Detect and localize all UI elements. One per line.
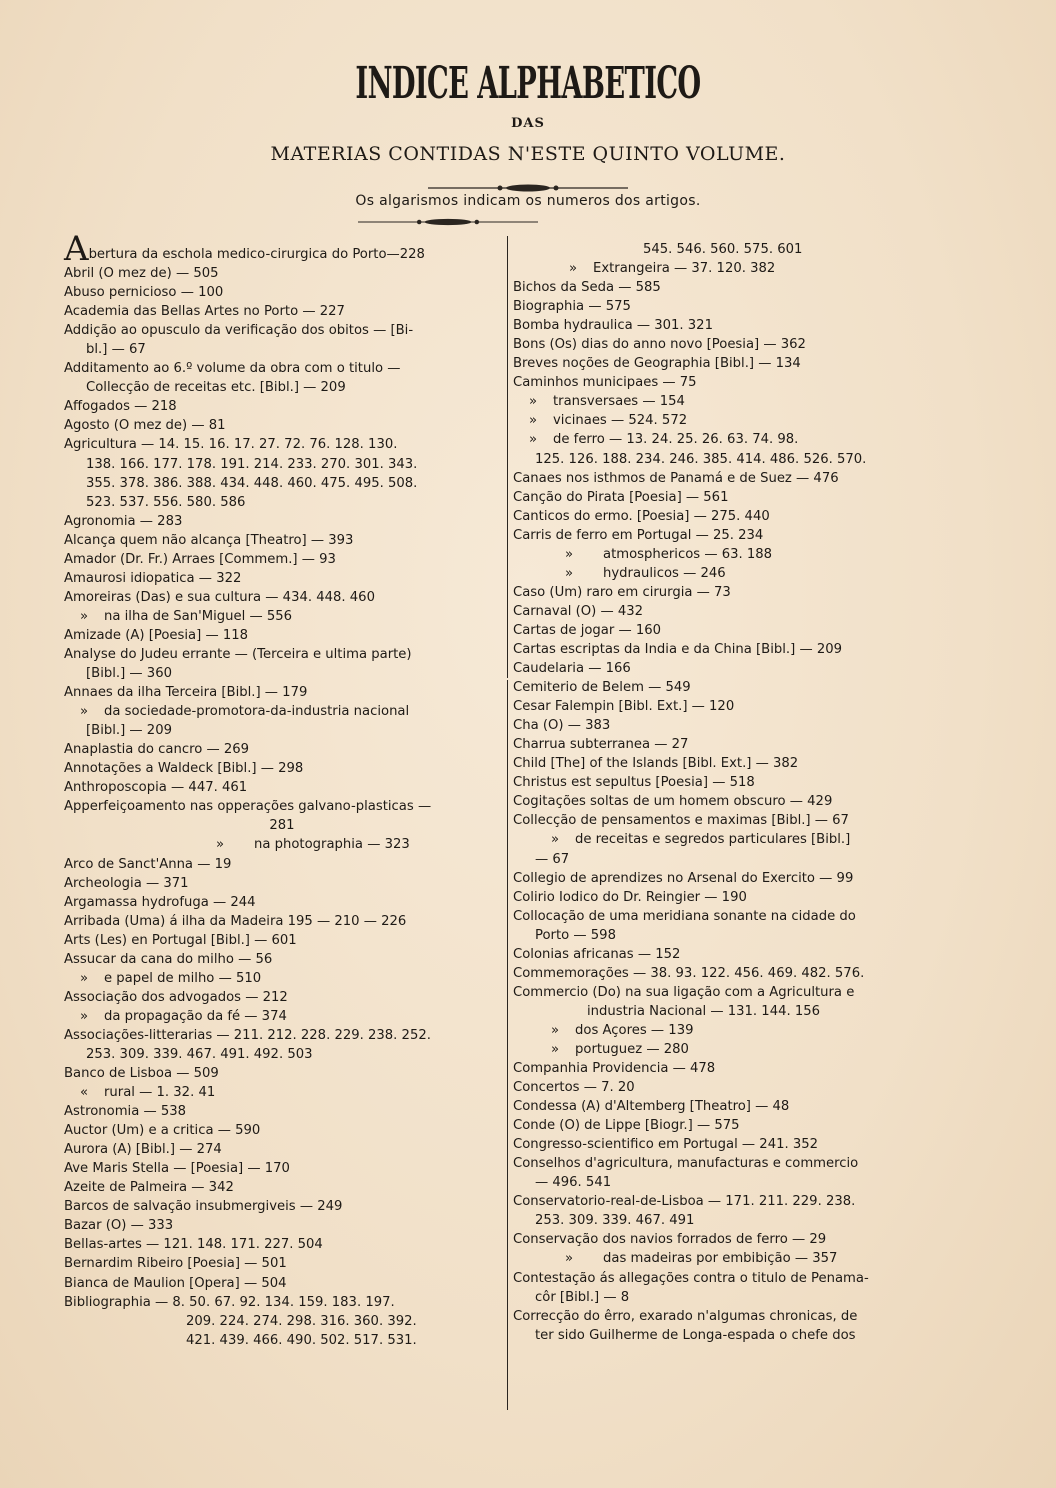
index-entry bbox=[64, 302, 500, 321]
index-entry bbox=[64, 1331, 500, 1350]
index-entry bbox=[513, 1116, 949, 1135]
index-entry bbox=[513, 907, 949, 926]
index-entry bbox=[64, 893, 500, 912]
index-entry-text: Cemiterio de Belem — 549 bbox=[513, 680, 691, 696]
index-entry-text: Astronomia — 538 bbox=[64, 1104, 187, 1120]
index-entry-text: Associações-litterarias — 211. 212. 228. 229. 238. 252. bbox=[64, 1027, 431, 1043]
index-entry-text: Condessa (A) d'Altemberg [Theatro] — 48 bbox=[513, 1099, 790, 1115]
index-entry-text: industria Nacional — 131. 144. 156 bbox=[587, 1003, 821, 1019]
index-entry-text: na ilha de San'Miguel — 556 bbox=[104, 608, 292, 624]
index-entry-text: Conservação dos navios forrados de ferro — 29 bbox=[513, 1232, 827, 1248]
index-entry-text: Archeologia — 371 bbox=[64, 875, 189, 891]
index-entry-text: Academia das Bellas Artes no Porto — 227 bbox=[64, 304, 345, 320]
index-entry-text: Colirio Iodico do Dr. Reingier — 190 bbox=[513, 889, 747, 905]
index-entry-text: portuguez — 280 bbox=[575, 1041, 689, 1057]
index-entry bbox=[513, 773, 949, 792]
index-entry-text: Christus est sepultus [Poesia] — 518 bbox=[513, 775, 755, 791]
index-column-left bbox=[64, 229, 500, 1350]
index-entry-text: Bons (Os) dias do anno novo [Poesia] — 362 bbox=[513, 337, 806, 353]
index-entry-text: Conde (O) de Lippe [Biogr.] — 575 bbox=[513, 1118, 740, 1134]
index-entry bbox=[64, 359, 500, 378]
index-entry-text: [Bibl.] — 360 bbox=[86, 666, 172, 682]
index-entry-text: de ferro — 13. 24. 25. 26. 63. 74. 98. bbox=[553, 432, 799, 448]
index-entry bbox=[513, 1288, 949, 1307]
index-entry bbox=[64, 1007, 500, 1026]
index-entry-text: Correcção do êrro, exarado n'algumas chronicas, de bbox=[513, 1308, 858, 1324]
ditto-mark: » bbox=[215, 837, 225, 853]
index-entry bbox=[513, 926, 949, 945]
index-entry bbox=[513, 469, 949, 488]
index-entry bbox=[513, 488, 949, 507]
index-entry bbox=[513, 964, 949, 983]
index-entry-text: Azeite de Palmeira — 342 bbox=[64, 1180, 234, 1196]
index-entry bbox=[64, 264, 500, 283]
index-entry-text: dos Açores — 139 bbox=[575, 1022, 694, 1038]
index-entry-text: Breves noções de Geographia [Bibl.] — 134 bbox=[513, 356, 801, 372]
index-entry bbox=[64, 1178, 500, 1197]
index-entry bbox=[64, 759, 500, 778]
index-entry-text: ter sido Guilherme de Longa-espada o chefe dos bbox=[535, 1327, 856, 1343]
index-entry-text: Collocação de uma meridiana sonante na cidade do bbox=[513, 908, 856, 924]
index-entry bbox=[64, 1197, 500, 1216]
index-entry-text: atmosphericos — 63. 188 bbox=[603, 546, 773, 562]
index-entry-text: e papel de milho — 510 bbox=[104, 970, 262, 986]
index-entry bbox=[64, 855, 500, 874]
index-entry-text: Cartas escriptas da India e da China [Bibl.] — 209 bbox=[513, 641, 843, 657]
index-entry bbox=[64, 874, 500, 893]
index-entry bbox=[513, 354, 949, 373]
index-entry bbox=[64, 626, 500, 645]
ditto-mark: » bbox=[568, 261, 578, 277]
index-entry-text: rural — 1. 32. 41 bbox=[104, 1085, 216, 1101]
index-entry bbox=[513, 869, 949, 888]
page-note: Os algarismos indicam os numeros dos artigos. bbox=[355, 193, 701, 209]
index-entry bbox=[64, 1274, 500, 1293]
index-entry-text: Agronomia — 283 bbox=[64, 513, 183, 529]
index-entry-text: Arts (Les) en Portugal [Bibl.] — 601 bbox=[64, 932, 297, 948]
index-entry-text: Addição ao opusculo da verificação dos obitos — [Bi- bbox=[64, 323, 414, 339]
index-entry bbox=[64, 493, 500, 512]
index-entry-text: Collegio de aprendizes no Arsenal do Exercito — 99 bbox=[513, 870, 854, 886]
index-entry bbox=[64, 474, 500, 493]
index-entry bbox=[513, 1040, 949, 1059]
index-entry-text: de receitas e segredos particulares [Bibl.] bbox=[575, 832, 851, 848]
ditto-mark: » bbox=[528, 413, 538, 429]
index-entry bbox=[513, 1173, 949, 1192]
index-entry-text: côr [Bibl.] — 8 bbox=[535, 1289, 630, 1305]
index-entry bbox=[64, 950, 500, 969]
index-entry-text: Analyse do Judeu errante — (Terceira e ultima parte) bbox=[64, 646, 412, 662]
index-entry-text: Bomba hydraulica — 301. 321 bbox=[513, 318, 713, 334]
index-entry-text: 125. 126. 188. 234. 246. 385. 414. 486. 526. 570. bbox=[535, 451, 867, 467]
index-entry-text: Anaplastia do cancro — 269 bbox=[64, 742, 250, 758]
index-entry-text: Commercio (Do) na sua ligação com a Agricultura e bbox=[513, 984, 855, 1000]
index-entry bbox=[513, 659, 949, 678]
index-entry-text: Cartas de jogar — 160 bbox=[513, 622, 662, 638]
index-entry bbox=[513, 278, 949, 297]
index-entry bbox=[64, 229, 500, 269]
index-entry bbox=[64, 283, 500, 302]
index-entry bbox=[64, 569, 500, 588]
index-entry bbox=[513, 564, 949, 583]
index-entry-text: Bazar (O) — 333 bbox=[64, 1218, 174, 1234]
index-entry-text: Extrangeira — 37. 120. 382 bbox=[593, 261, 776, 277]
index-entry-text: Agosto (O mez de) — 81 bbox=[64, 418, 226, 434]
index-entry bbox=[513, 1059, 949, 1078]
index-entry bbox=[64, 435, 500, 454]
ditto-mark: » bbox=[564, 1251, 574, 1267]
index-entry bbox=[513, 1097, 949, 1116]
index-entry-text: Amizade (A) [Poesia] — 118 bbox=[64, 627, 249, 643]
index-entry-text: Barcos de salvação insubmergiveis — 249 bbox=[64, 1199, 343, 1215]
index-entry bbox=[64, 969, 500, 988]
index-entry bbox=[513, 735, 949, 754]
index-entry bbox=[513, 1002, 949, 1021]
ditto-mark: » bbox=[79, 608, 89, 624]
index-entry bbox=[513, 811, 949, 830]
index-entry-text: Abuso pernicioso — 100 bbox=[64, 285, 224, 301]
index-entry-text: 523. 537. 556. 580. 586 bbox=[86, 494, 246, 510]
index-entry-text: Commemorações — 38. 93. 122. 456. 469. 482. 576. bbox=[513, 965, 865, 981]
ditto-mark: » bbox=[550, 832, 560, 848]
index-entry-text: Bibliographia — 8. 50. 67. 92. 134. 159. 183. 197. bbox=[64, 1294, 395, 1310]
index-entry bbox=[513, 240, 949, 259]
index-entry bbox=[64, 550, 500, 569]
index-entry bbox=[64, 702, 500, 721]
index-entry-text: Concertos — 7. 20 bbox=[513, 1080, 635, 1096]
index-entry-text: Biographia — 575 bbox=[513, 299, 631, 315]
column-divider bbox=[507, 236, 508, 678]
index-entry bbox=[64, 816, 500, 835]
ditto-mark: » bbox=[550, 1041, 560, 1057]
index-column-right bbox=[513, 240, 949, 1345]
index-entry-text: Porto — 598 bbox=[535, 927, 616, 943]
index-entry bbox=[64, 607, 500, 626]
index-entry-text: Arco de Sanct'Anna — 19 bbox=[64, 856, 232, 872]
index-entry bbox=[64, 455, 500, 474]
drop-cap: A bbox=[64, 229, 89, 269]
index-entry-text: Ave Maris Stella — [Poesia] — 170 bbox=[64, 1161, 290, 1177]
index-entry bbox=[64, 378, 500, 397]
ditto-mark: » bbox=[564, 565, 574, 581]
page-title: INDICE ALPHABETICO bbox=[355, 58, 701, 109]
header-das: DAS bbox=[511, 116, 545, 131]
index-entry bbox=[64, 1121, 500, 1140]
ornament-top-icon bbox=[428, 183, 628, 193]
index-entry bbox=[64, 645, 500, 664]
index-entry-text: Aurora (A) [Bibl.] — 274 bbox=[64, 1142, 222, 1158]
index-entry bbox=[513, 678, 949, 697]
index-entry bbox=[64, 531, 500, 550]
ditto-mark: » bbox=[528, 432, 538, 448]
index-entry bbox=[513, 792, 949, 811]
index-entry bbox=[513, 640, 949, 659]
index-entry-text: Assucar da cana do milho — 56 bbox=[64, 951, 273, 967]
index-entry-text: vicinaes — 524. 572 bbox=[553, 413, 688, 429]
index-entry-text: Associação dos advogados — 212 bbox=[64, 989, 288, 1005]
ditto-mark: » bbox=[550, 1022, 560, 1038]
index-entry-text: Caudelaria — 166 bbox=[513, 661, 631, 677]
index-entry bbox=[64, 321, 500, 340]
index-entry bbox=[64, 740, 500, 759]
index-entry-text: Carris de ferro em Portugal — 25. 234 bbox=[513, 527, 764, 543]
index-entry bbox=[64, 1026, 500, 1045]
index-entry bbox=[64, 1159, 500, 1178]
index-entry bbox=[513, 316, 949, 335]
column-divider-lower bbox=[507, 680, 508, 1410]
index-entry-text: Companhia Providencia — 478 bbox=[513, 1061, 716, 1077]
index-entry bbox=[64, 588, 500, 607]
ditto-mark: » bbox=[79, 1008, 89, 1024]
index-entry-text: da propagação da fé — 374 bbox=[104, 1008, 287, 1024]
index-entry-text: transversaes — 154 bbox=[553, 394, 685, 410]
index-entry-text: Canção do Pirata [Poesia] — 561 bbox=[513, 489, 729, 505]
index-entry bbox=[64, 683, 500, 702]
index-entry-text: Charrua subterranea — 27 bbox=[513, 737, 689, 753]
index-entry bbox=[513, 945, 949, 964]
index-entry bbox=[64, 1312, 500, 1331]
index-entry-text: Carnaval (O) — 432 bbox=[513, 603, 644, 619]
index-entry bbox=[513, 259, 949, 278]
index-entry bbox=[64, 931, 500, 950]
index-entry bbox=[513, 507, 949, 526]
index-entry-text: 421. 439. 466. 490. 502. 517. 531. bbox=[186, 1332, 417, 1348]
index-entry bbox=[513, 1307, 949, 1326]
index-entry-text: 253. 309. 339. 467. 491 bbox=[535, 1213, 695, 1229]
index-entry bbox=[513, 1269, 949, 1288]
index-entry-text: Caminhos municipaes — 75 bbox=[513, 375, 697, 391]
index-entry-text: Canticos do ermo. [Poesia] — 275. 440 bbox=[513, 508, 770, 524]
index-entry-text: Agricultura — 14. 15. 16. 17. 27. 72. 76. 128. 130. bbox=[64, 437, 398, 453]
index-entry-text: Annaes da ilha Terceira [Bibl.] — 179 bbox=[64, 685, 308, 701]
ditto-mark: » bbox=[79, 704, 89, 720]
index-entry-text: Caso (Um) raro em cirurgia — 73 bbox=[513, 584, 731, 600]
index-entry-text: Affogados — 218 bbox=[64, 399, 177, 415]
index-entry-text: Alcança quem não alcança [Theatro] — 393 bbox=[64, 532, 354, 548]
index-entry-text: Arribada (Uma) á ilha da Madeira 195 — 210 — 226 bbox=[64, 913, 407, 929]
index-entry bbox=[513, 754, 949, 773]
index-entry bbox=[513, 697, 949, 716]
index-entry bbox=[64, 721, 500, 740]
index-entry-text: 281 bbox=[269, 818, 295, 834]
index-entry bbox=[513, 450, 949, 469]
index-entry-text: Cesar Falempin [Bibl. Ext.] — 120 bbox=[513, 699, 735, 715]
index-entry-text: Amaurosi idiopatica — 322 bbox=[64, 570, 242, 586]
index-entry-text: Colonias africanas — 152 bbox=[513, 946, 681, 962]
index-entry bbox=[513, 850, 949, 869]
index-entry-text: Amoreiras (Das) e sua cultura — 434. 448. 460 bbox=[64, 589, 375, 605]
index-entry bbox=[513, 335, 949, 354]
index-entry-text: Cogitações soltas de um homem obscuro — 429 bbox=[513, 794, 833, 810]
index-entry-text: Banco de Lisboa — 509 bbox=[64, 1066, 219, 1082]
index-entry-text: da sociedade-promotora-da-industria nacional bbox=[104, 704, 410, 720]
index-entry-text: Anthroposcopia — 447. 461 bbox=[64, 780, 248, 796]
index-entry-text: Bianca de Maulion [Opera] — 504 bbox=[64, 1275, 287, 1291]
index-entry-text: 545. 546. 560. 575. 601 bbox=[643, 242, 803, 257]
index-entry-text: Additamento ao 6.º volume da obra com o titulo — bbox=[64, 361, 401, 377]
index-entry bbox=[513, 411, 949, 430]
index-entry bbox=[513, 297, 949, 316]
index-entry-text: 209. 224. 274. 298. 316. 360. 392. bbox=[186, 1313, 417, 1329]
index-entry bbox=[64, 1102, 500, 1121]
index-entry bbox=[64, 1254, 500, 1273]
index-entry-text: Annotações a Waldeck [Bibl.] — 298 bbox=[64, 761, 304, 777]
index-entry-text: bl.] — 67 bbox=[86, 342, 146, 358]
index-entry bbox=[513, 1326, 949, 1345]
index-entry bbox=[64, 778, 500, 797]
index-entry bbox=[513, 1135, 949, 1154]
index-entry bbox=[64, 1045, 500, 1064]
index-entry bbox=[513, 526, 949, 545]
index-entry bbox=[64, 988, 500, 1007]
index-entry bbox=[513, 1021, 949, 1040]
index-entry-text: hydraulicos — 246 bbox=[603, 565, 726, 581]
index-entry bbox=[513, 983, 949, 1002]
index-entry-text: Abril (O mez de) — 505 bbox=[64, 266, 219, 282]
index-entry bbox=[513, 830, 949, 849]
index-entry bbox=[64, 1064, 500, 1083]
index-entry bbox=[513, 583, 949, 602]
index-entry bbox=[513, 545, 949, 564]
index-entry bbox=[64, 340, 500, 359]
index-entry-text: — 496. 541 bbox=[535, 1175, 612, 1191]
index-entry-text: Auctor (Um) e a critica — 590 bbox=[64, 1123, 261, 1139]
index-entry bbox=[64, 797, 500, 816]
index-entry bbox=[64, 1235, 500, 1254]
index-entry-text: Conservatorio-real-de-Lisboa — 171. 211. 229. 238. bbox=[513, 1194, 856, 1210]
index-entry-text: Child [The] of the Islands [Bibl. Ext.] — 382 bbox=[513, 756, 799, 772]
index-entry bbox=[513, 602, 949, 621]
index-entry bbox=[64, 397, 500, 416]
index-entry bbox=[64, 835, 500, 854]
index-entry bbox=[513, 1211, 949, 1230]
index-entry-text: [Bibl.] — 209 bbox=[86, 723, 172, 739]
index-entry bbox=[513, 888, 949, 907]
index-entry-text: Canaes nos isthmos de Panamá e de Suez — 476 bbox=[513, 470, 839, 486]
index-entry bbox=[513, 1078, 949, 1097]
index-entry-text: Bernardim Ribeiro [Poesia] — 501 bbox=[64, 1256, 287, 1272]
index-entry bbox=[513, 373, 949, 392]
index-entry-text: 138. 166. 177. 178. 191. 214. 233. 270. 301. 343. bbox=[86, 456, 418, 472]
ditto-mark: « bbox=[79, 1085, 89, 1101]
index-entry bbox=[513, 1249, 949, 1268]
index-entry bbox=[64, 912, 500, 931]
index-entry bbox=[513, 716, 949, 735]
index-entry bbox=[513, 1154, 949, 1173]
index-entry bbox=[513, 430, 949, 449]
index-entry-text: Argamassa hydrofuga — 244 bbox=[64, 894, 256, 910]
index-entry bbox=[64, 1216, 500, 1235]
index-entry bbox=[513, 621, 949, 640]
index-entry bbox=[64, 664, 500, 683]
index-entry-text: — 67 bbox=[535, 851, 570, 867]
index-entry bbox=[513, 1230, 949, 1249]
ditto-mark: » bbox=[79, 970, 89, 986]
index-entry-text: Collecção de pensamentos e maximas [Bibl.] — 67 bbox=[513, 813, 849, 829]
index-entry-text: 253. 309. 339. 467. 491. 492. 503 bbox=[86, 1046, 313, 1062]
index-entry-text: Cha (O) — 383 bbox=[513, 718, 611, 734]
index-entry-text: Amador (Dr. Fr.) Arraes [Commem.] — 93 bbox=[64, 551, 336, 567]
ditto-mark: » bbox=[564, 546, 574, 562]
index-entry bbox=[513, 1192, 949, 1211]
ditto-mark: » bbox=[528, 394, 538, 410]
index-entry bbox=[64, 416, 500, 435]
index-entry-text: Conselhos d'agricultura, manufacturas e commercio bbox=[513, 1156, 859, 1172]
index-entry-text: bertura da eschola medico-cirurgica do Porto—228 bbox=[88, 247, 425, 262]
page-subtitle: MATERIAS CONTIDAS N'ESTE QUINTO VOLUME. bbox=[270, 143, 786, 165]
index-entry-text: Contestação ás allegações contra o titulo de Penama- bbox=[513, 1270, 869, 1286]
index-entry bbox=[64, 1140, 500, 1159]
index-entry-text: Bichos da Seda — 585 bbox=[513, 280, 661, 296]
index-entry-text: Congresso-scientifico em Portugal — 241. 352 bbox=[513, 1137, 819, 1153]
index-entry-text: Bellas-artes — 121. 148. 171. 227. 504 bbox=[64, 1237, 323, 1253]
index-entry-text: 355. 378. 386. 388. 434. 448. 460. 475. 495. 508. bbox=[86, 475, 418, 491]
index-entry bbox=[513, 392, 949, 411]
index-entry-text: das madeiras por embibição — 357 bbox=[603, 1251, 838, 1267]
index-entry-text: na photographia — 323 bbox=[254, 837, 410, 853]
ornament-bottom-icon bbox=[358, 217, 538, 227]
index-entry bbox=[64, 512, 500, 531]
index-entry-text: Apperfeiçoamento nas opperações galvano-plasticas — bbox=[64, 799, 432, 815]
index-entry bbox=[64, 1083, 500, 1102]
index-entry-text: Collecção de receitas etc. [Bibl.] — 209 bbox=[86, 380, 346, 396]
index-entry bbox=[64, 1293, 500, 1312]
